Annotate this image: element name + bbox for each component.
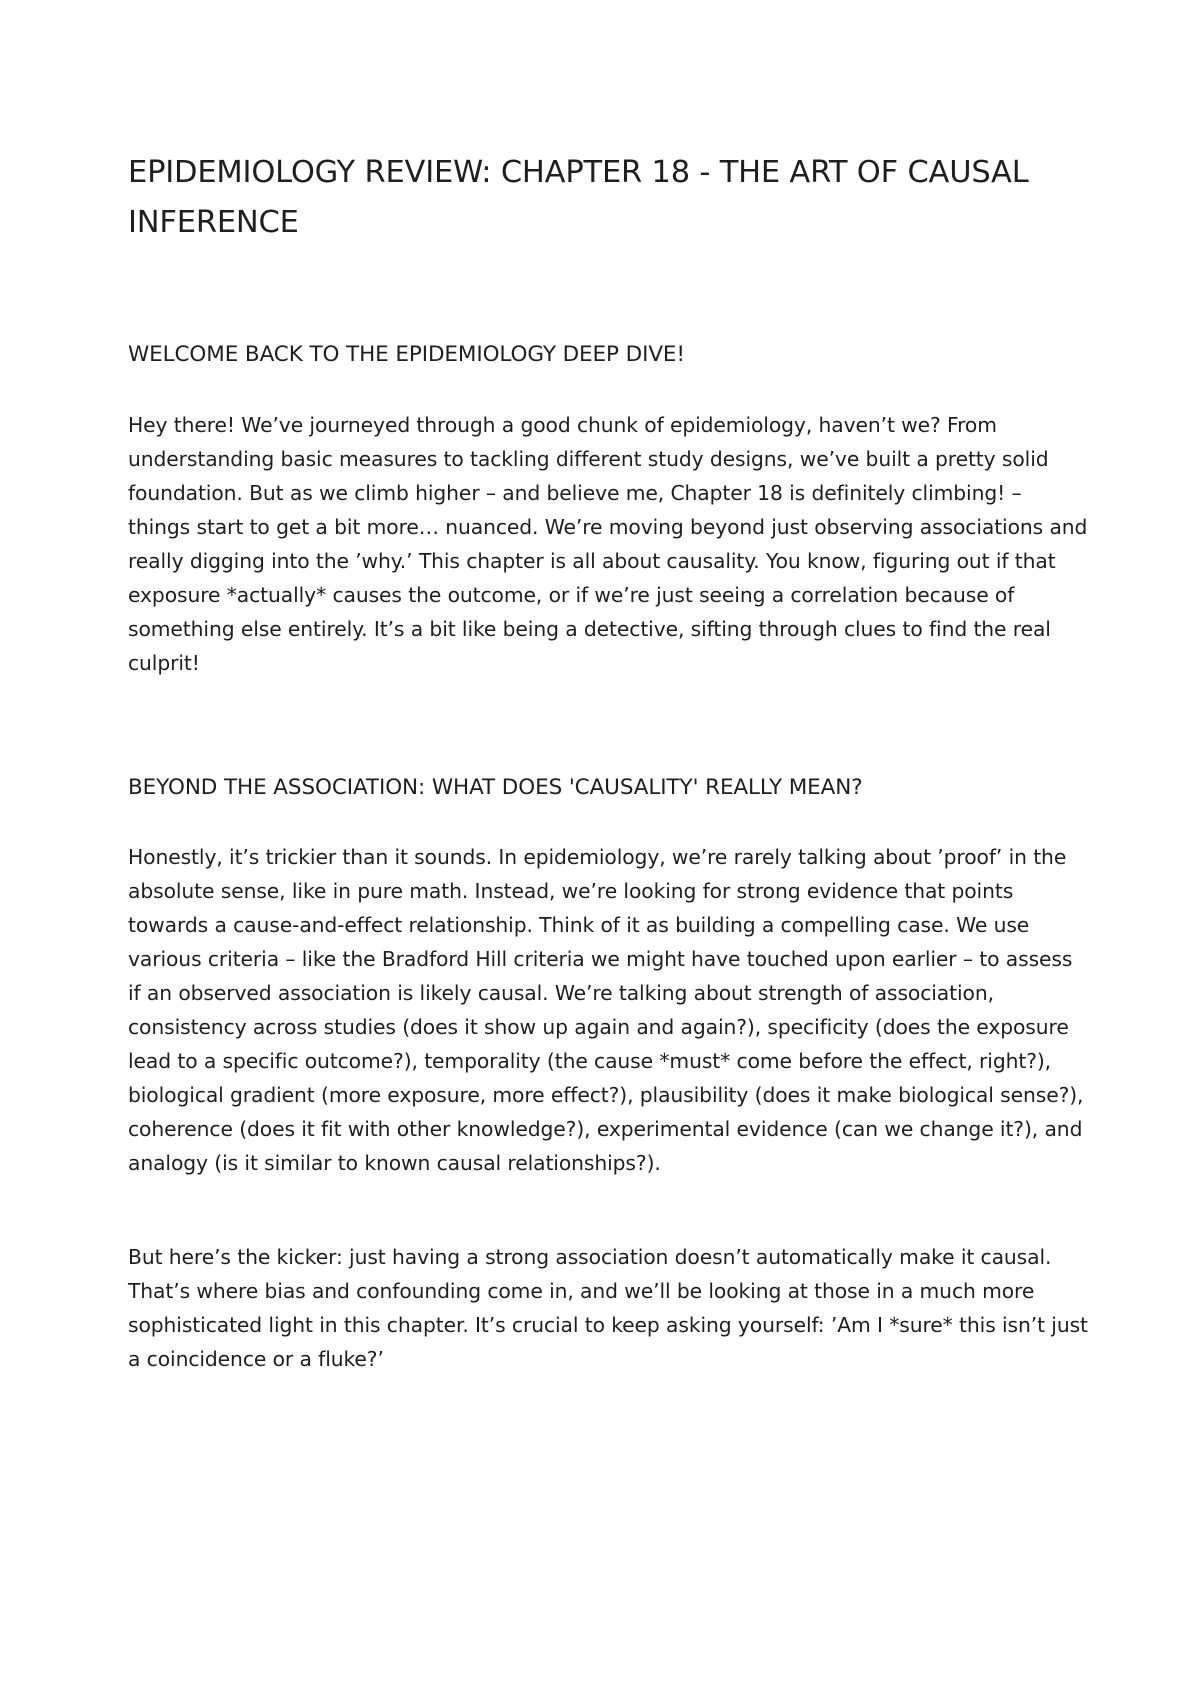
section-heading-welcome: WELCOME BACK TO THE EPIDEMIOLOGY DEEP DIVE! bbox=[128, 342, 685, 367]
section-heading-causality: BEYOND THE ASSOCIATION: WHAT DOES 'CAUSALITY' REALLY MEAN? bbox=[128, 775, 863, 800]
paragraph-welcome-intro: Hey there! We’ve journeyed through a good chunk of epidemiology, haven’t we? From understanding basic measures to tackling different study designs, we’ve built a pretty solid foundation. But as we climb higher – and believe me, Chapter 18 is definitely climbing! – things start to get a bit more… nuanced. We’re moving beyond just observing associations and really digging into the ’why.’ This chapter is all about causality. You know, figuring out if that exposure *actually* causes the outcome, or if we’re just seeing a correlation because of something else entirely. It’s a bit like being a detective, sifting through clues to find the real culprit! bbox=[128, 413, 1088, 675]
paragraph-causality-bias: But here’s the kicker: just having a strong association doesn’t automatically make it causal. That’s where bias and confounding come in, and we’ll be looking at those in a much more sophisticated light in this chapter. It’s crucial to keep asking yourself: ’Am I *sure* this isn’t just a coincidence or a fluke?’ bbox=[128, 1245, 1088, 1371]
paragraph-causality-criteria: Honestly, it’s trickier than it sounds. In epidemiology, we’re rarely talking about ’proof’ in the absolute sense, like in pure math. Instead, we’re looking for strong evidence that points towards a cause-and-effect relationship. Think of it as building a compelling case. We use various criteria – like the Bradford Hill criteria we might have touched upon earlier – to assess if an observed association is likely causal. We’re talking about strength of association, consistency across studies (does it show up again and again?), specificity (does the exposure lead to a specific outcome?), temporality (the cause *must* come before the effect, right?), biological gradient (more exposure, more effect?), plausibility (does it make biological sense?), coherence (does it fit with other knowledge?), experimental evidence (can we change it?), and analogy (is it similar to known causal relationships?). bbox=[128, 845, 1084, 1175]
document-title: EPIDEMIOLOGY REVIEW: CHAPTER 18 - THE ART OF CAUSAL INFERENCE bbox=[128, 155, 1029, 240]
